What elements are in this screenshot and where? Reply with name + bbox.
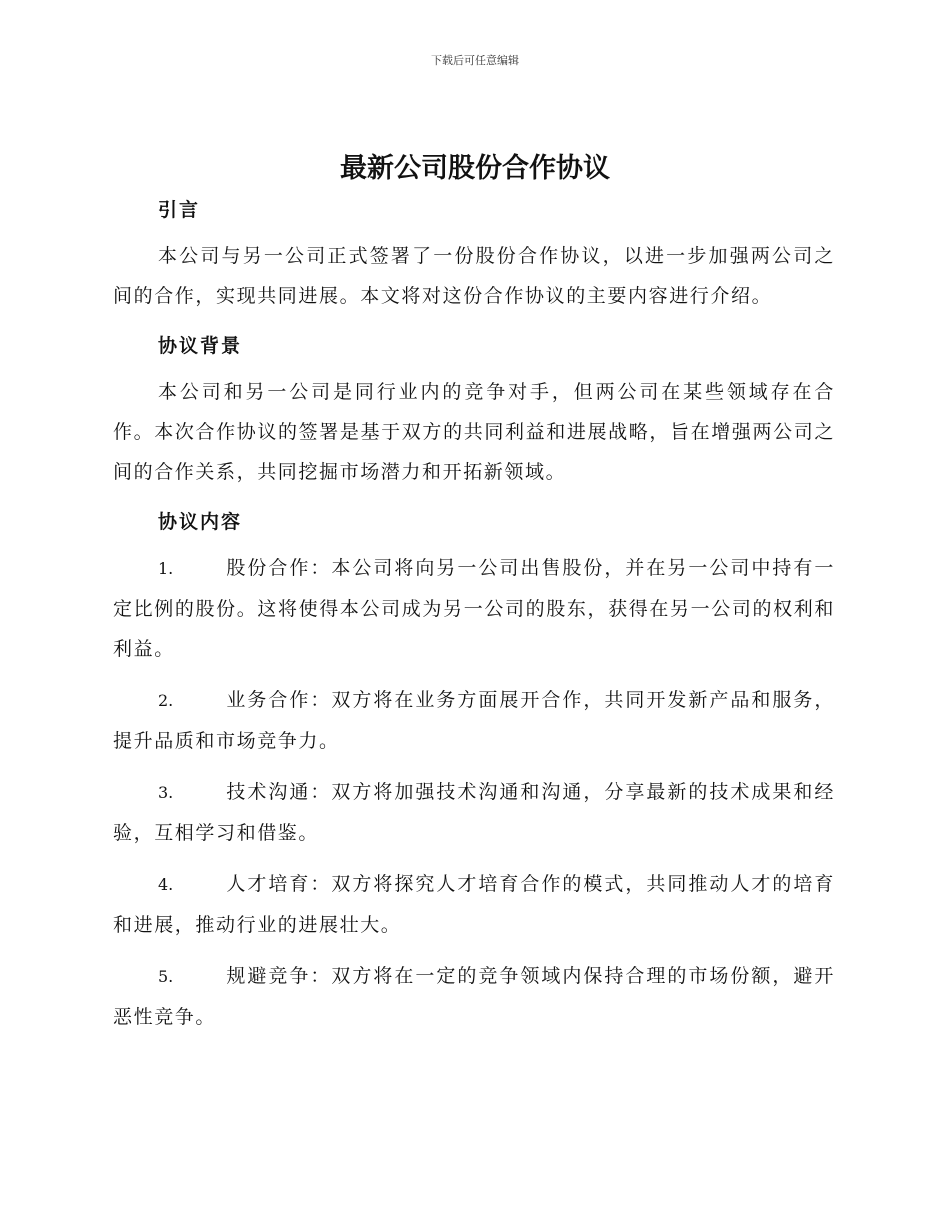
list-item-text: 股份合作：本公司将向另一公司出售股份，并在另一公司中持有一定比例的股份。这将使得本公司成为另一公司的股东，获得在另一公司的权利和利益。 bbox=[113, 557, 835, 660]
paragraph-background: 本公司和另一公司是同行业内的竞争对手，但两公司在某些领域存在合作。本次合作协议的签署是基于双方的共同利益和进展战略，旨在增强两公司之间的合作关系，共同挖掘市场潜力和开拓新领域。 bbox=[113, 381, 835, 483]
document-body bbox=[113, 194, 835, 1037]
document-title: 最新公司股份合作协议 bbox=[340, 153, 610, 184]
list-item bbox=[113, 772, 835, 853]
page-header-note: 下载后可任意编辑 bbox=[431, 54, 519, 67]
list-item-number: 3. bbox=[158, 783, 174, 802]
list-item-text: 技术沟通：双方将加强技术沟通和沟通，分享最新的技术成果和经验，互相学习和借鉴。 bbox=[113, 781, 835, 844]
list-item-number: 5. bbox=[158, 967, 174, 986]
list-item bbox=[113, 680, 835, 761]
list-item bbox=[113, 548, 835, 669]
list-item bbox=[113, 864, 835, 945]
list-item-number: 1. bbox=[158, 559, 174, 578]
list-item-text: 业务合作：双方将在业务方面展开合作，共同开发新产品和服务，提升品质和市场竞争力。 bbox=[113, 689, 835, 752]
section-heading-introduction: 引言 bbox=[158, 199, 201, 221]
list-item-text: 人才培育：双方将探究人才培育合作的模式，共同推动人才的培育和进展，推动行业的进展壮大。 bbox=[113, 873, 835, 936]
list-item bbox=[113, 956, 835, 1037]
list-item-text: 规避竞争：双方将在一定的竞争领域内保持合理的市场份额，避开恶性竞争。 bbox=[113, 965, 835, 1028]
list-item-number: 4. bbox=[158, 875, 174, 894]
section-heading-content: 协议内容 bbox=[158, 511, 243, 533]
list-item-number: 2. bbox=[158, 691, 174, 710]
section-heading-background: 协议背景 bbox=[158, 335, 243, 357]
paragraph-introduction: 本公司与另一公司正式签署了一份股份合作协议，以进一步加强两公司之间的合作，实现共同进展。本文将对这份合作协议的主要内容进行介绍。 bbox=[113, 245, 835, 307]
